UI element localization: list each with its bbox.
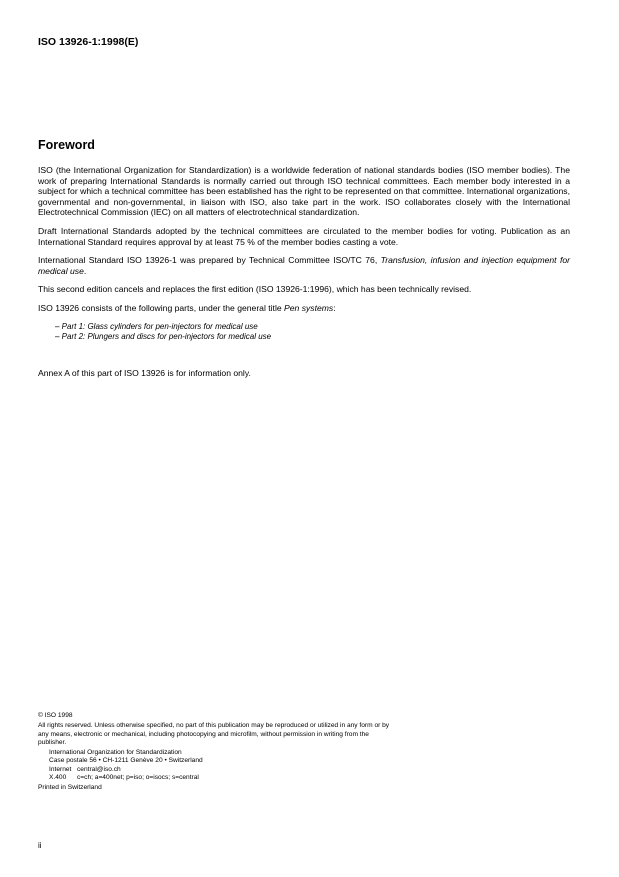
parts-list [38, 322, 570, 342]
page-number: ii [38, 841, 42, 850]
copyright-block [38, 712, 398, 793]
x400-row [49, 774, 398, 782]
x400-label: X.400 [49, 774, 67, 782]
list-item: – Part 1: Glass cylinders for pen-injectors for medical use [55, 321, 258, 331]
tc-prefix: International Standard ISO 13926-1 was prepared by Technical Committee ISO/TC 76, [38, 255, 381, 266]
x400-value: c=ch; a=400net; p=iso; o=isocs; s=central [77, 774, 199, 782]
foreword-paragraph-4: This second edition cancels and replaces the first edition (ISO 13926-1:1996), which has been technically revised. [38, 284, 472, 295]
foreword-paragraph-5 [38, 303, 570, 314]
copyright-notice: All rights reserved. Unless otherwise specified, no part of this publication may be reproduced or utilized in any form or by any means, electronic or mechanical, including photocopying and microfilm, without permission in writing from the publisher. [38, 722, 390, 746]
annex-note: Annex A of this part of ISO 13926 is for information only. [38, 367, 251, 378]
tc-suffix: . [83, 265, 87, 276]
general-title: Pen systems [284, 302, 334, 313]
foreword-paragraph-1: ISO (the International Organization for Standardization) is a worldwide federation of national standards bodies (ISO member bodies). The work of preparing International Standards is normally carried out through ISO technical committees. Each member body interested in a subject for which a technical committee has been established has the right to be represented on that committee. International organizations, governmental and non-governmental, in liaison with ISO, also take part in the work. ISO collaborates closely with the International Electrotechnical Commission (IEC) on all matters of electrotechnical standardization. [38, 165, 570, 218]
parts-intro: ISO 13926 consists of the following parts, under the general title [38, 302, 285, 313]
foreword-heading: Foreword [38, 138, 95, 152]
foreword-paragraph-2: Draft International Standards adopted by the technical committees are circulated to the member bodies for voting. Publication as an International Standard requires approval by at least 75 % of the member bodies casting a vote. [38, 225, 570, 247]
internet-label: Internet [49, 765, 72, 773]
iso-postal-address: Case postale 56 • CH-1211 Genève 20 • Switzerland [49, 757, 203, 765]
list-item: – Part 2: Plungers and discs for pen-injectors for medical use [55, 331, 272, 341]
document-identifier: ISO 13926-1:1998(E) [38, 36, 139, 48]
foreword-paragraph-3 [38, 255, 570, 276]
iso-organization: International Organization for Standardization [49, 749, 182, 757]
copyright-line: © ISO 1998 [38, 712, 73, 719]
internet-row [49, 766, 398, 774]
committee-title: Transfusion, infusion and injection equipment for medical use [38, 255, 570, 276]
printed-in: Printed in Switzerland [38, 784, 102, 792]
iso-address [38, 749, 398, 782]
parts-intro-suffix: : [333, 302, 336, 313]
foreword-body [38, 165, 570, 386]
internet-value: central@iso.ch [77, 765, 121, 773]
